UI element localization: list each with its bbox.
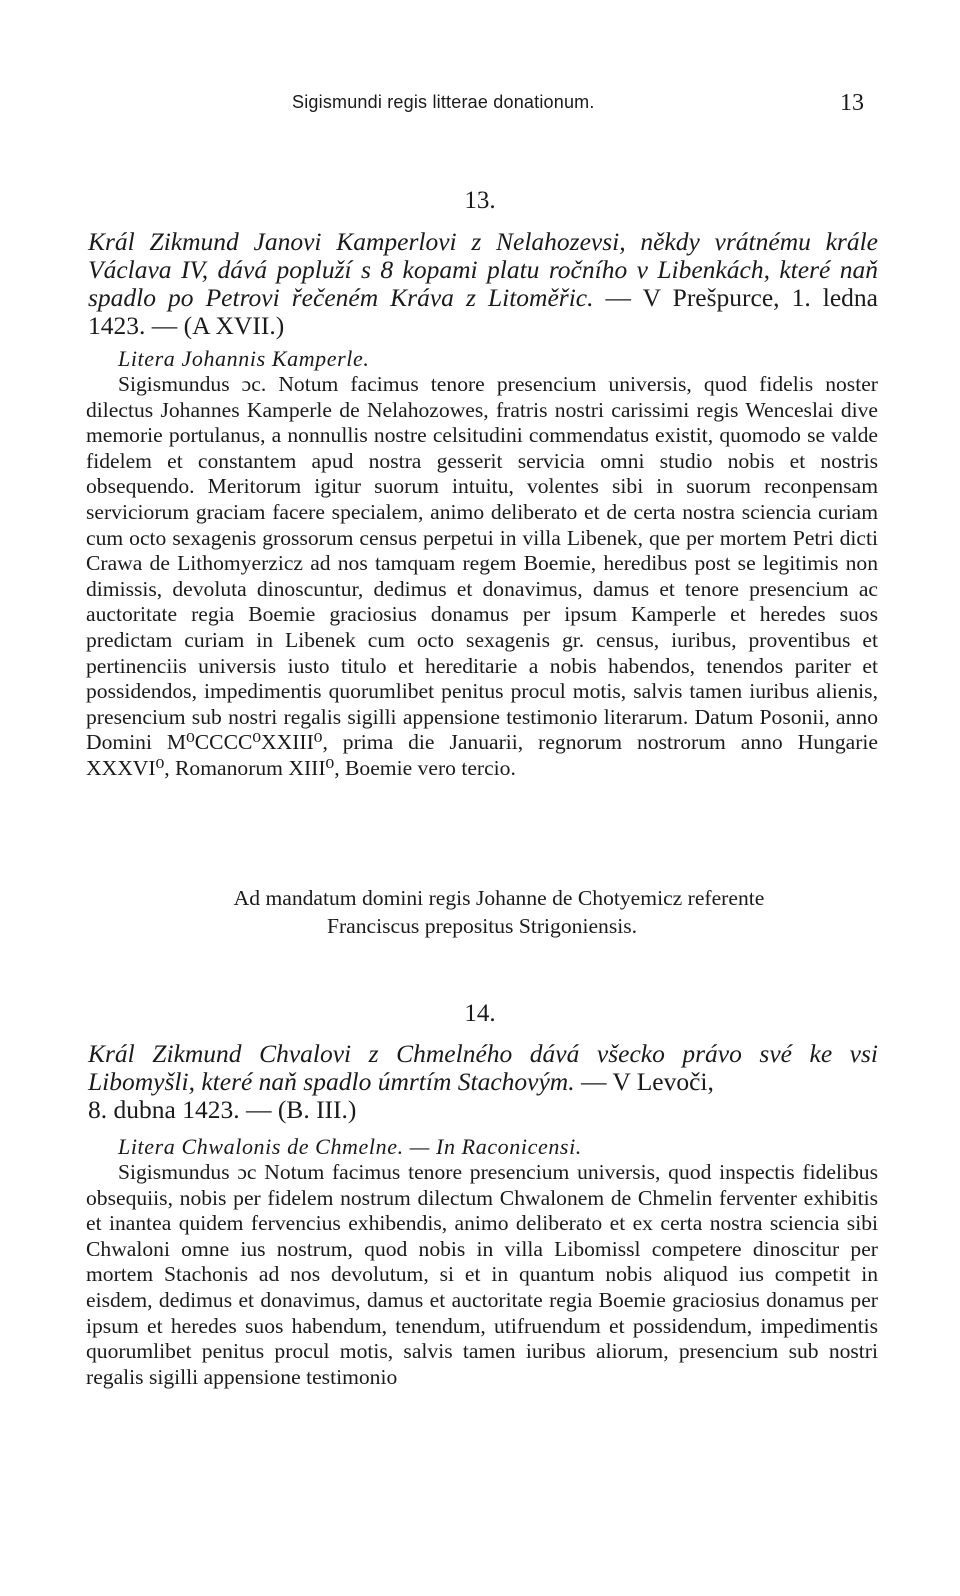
- entry-number: 13.: [464, 187, 496, 214]
- heading-date-place: — V Prešpurce, 1. ledna 1423. — (A XVII.): [88, 283, 878, 340]
- body-paragraph: Sigismundus ɔc Notum facimus tenore presencium universis, quod inspectis fidelibus obsequiis, nobis per fidelem nostrum dilectum Chwalonem de Chmelin ferventer exhibitis et inantea quidem fervencius exhibendis, animo deliberato et ex certa nostra sciencia sibi Chwaloni omne ius nostrum, quod nobis in villa Libomissl competere dinoscitur per mortem Stachonis ad nos devolutum, si et in quantum nobis aliquod ius competit in eisdem, dedimus et donavimus, damus et auctoritate regia Boemie graciosius donamus per ipsum et heredes suos habendum, tenendum, utifruendum et possidendum, impedimentis quorumlibet penitus procul motis, salvis tamen iuribus aliorum, presencium sub nostri regalis sigilli appensione testimonio: [86, 1160, 878, 1389]
- heading-text: Král Zikmund Janovi Kamperlovi z Nelahozevsi, někdy vrátnému krále Václava IV, dává popluží s 8 kopami platu ročního v Libenkách, které naň spadlo po Petrovi řečeném Kráva z Litoměřic.: [88, 227, 878, 312]
- closing-mandate: Ad mandatum domini regis Johanne de Chotyemicz referente: [233, 886, 765, 910]
- entry-heading: [88, 228, 878, 340]
- heading-date: 8. dubna 1423. — (B. III.): [88, 1095, 357, 1124]
- entry-closing: [86, 884, 878, 940]
- heading-text: Král Zikmund Chvalovi z Chmelného dává všecko právo své ke vsi Libomyšli, které naň spadlo úmrtím Stachovým.: [88, 1039, 878, 1096]
- closing-signatory: Franciscus prepositus Strigoniensis.: [326, 914, 638, 938]
- entry-heading: [88, 1040, 878, 1124]
- running-header: [292, 92, 870, 120]
- entry-number: 14.: [464, 1000, 496, 1027]
- entry-subtitle: Litera Johannis Kamperle.: [118, 346, 370, 371]
- entry-body: [86, 372, 878, 782]
- running-title: Sigismundi regis litterae donationum.: [292, 92, 595, 112]
- body-paragraph: Sigismundus ɔc. Notum facimus tenore presencium universis, quod fidelis noster dilectus Johannes Kamperle de Nelahozowes, fratris nostri carissimi regis Wenceslai dive memorie portulanus, a nonnullis nostre celsitudini commendatus existit, quomodo se valde fidelem et constantem apud nostra gesserit servicia omni studio nobis et nostris obsequendo. Meritorum igitur suorum intuitu, volentes sibi in suorum reconpensam serviciorum graciam facere specialem, animo deliberato et de certa nostra sciencia curiam cum octo sexagenis grossorum census perpetui in villa Libenek, que per mortem Petri dicti Crawa de Lithomyerzicz ad nos tamquam regem Boemie, heredibus post se legitimis non dimissis, devoluta dinoscuntur, dedimus et donavimus, damus et tenore presencium ac auctoritate regia Boemie graciosius donamus per ipsum Kamperle et heredes suos predictam curiam in Libenek cum octo sexagenis gr. census, iuribus, proventibus et pertinenciis universis iusto titulo et hereditarie a nobis habendos, tenendos pariter et possidendos, impedimentis quorumlibet penitus procul motis, salvis tamen iuribus alienis, presencium sub nostri regalis sigilli appensione testimonio literarum. Datum Posonii, anno Domini M⁰CCCC⁰XXIII⁰, prima die Januarii, regnorum nostrorum anno Hungarie XXXVI⁰, Romanorum XIII⁰, Boemie vero tercio.: [86, 372, 878, 780]
- heading-place: — V Levoči,: [580, 1067, 714, 1096]
- page-number: 13: [840, 90, 864, 116]
- entry-body: [86, 1160, 878, 1390]
- entry-subtitle: Litera Chwalonis de Chmelne. — In Raconicensi.: [118, 1134, 582, 1159]
